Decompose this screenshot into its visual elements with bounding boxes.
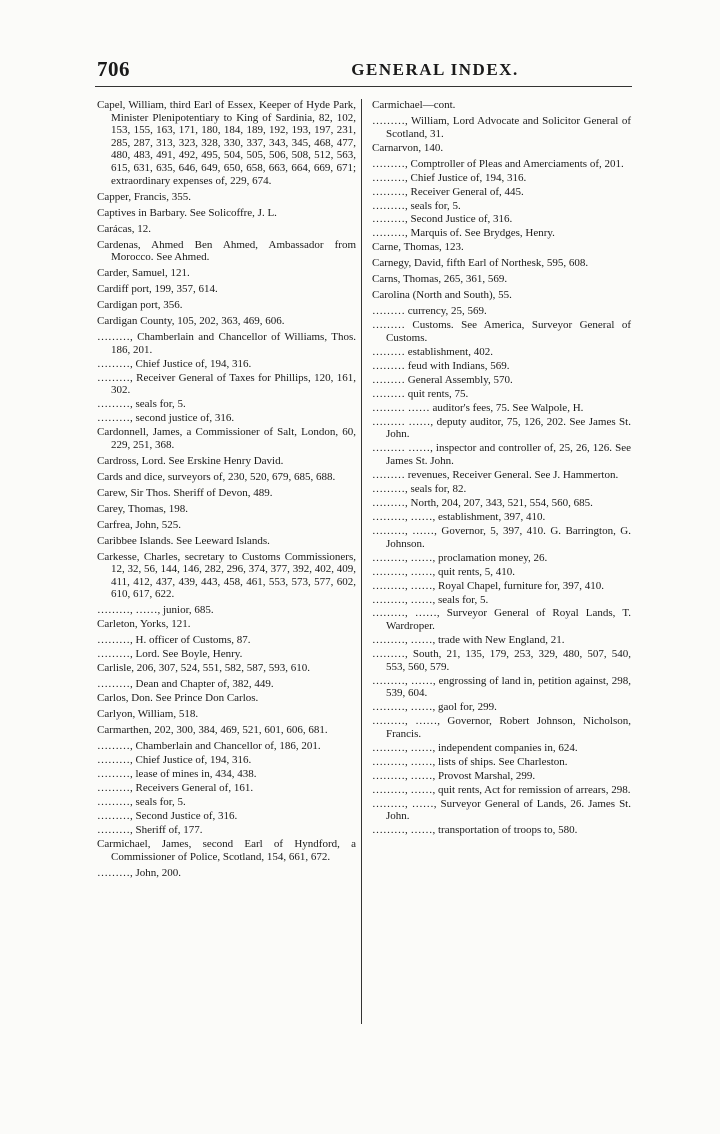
index-subentry: ………, ……, establishment, 397, 410.	[372, 510, 546, 523]
index-subentry: ……… establishment, 402.	[372, 345, 493, 358]
index-subentry: ………, Second Justice of, 316.	[372, 213, 513, 226]
index-entry: Cardenas, Ahmed Ben Ahmed, Ambassador from Morocco. See Ahmed.	[97, 238, 356, 264]
index-subentry: ………, ……, seals for, 5.	[372, 593, 489, 606]
index-entry: Carfrea, John, 525.	[97, 518, 182, 531]
index-subentry: ……… ……, inspector and controller of, 25, 26, 126. See James St. John.	[372, 442, 631, 468]
index-entry: Carder, Samuel, 121.	[97, 267, 190, 280]
index-entry: Carne, Thomas, 123.	[372, 241, 464, 254]
index-subentry: ……… …… auditor's fees, 75. See Walpole, H.	[372, 401, 584, 414]
index-subentry: ………, seals for, 5.	[372, 199, 461, 212]
index-subentry: ………, Lord. See Boyle, Henry.	[97, 648, 243, 661]
page-title: GENERAL INDEX.	[351, 60, 519, 79]
index-subentry: ………, Receiver General of Taxes for Phillips, 120, 161, 302.	[97, 371, 356, 397]
index-subentry: ……… General Assembly, 570.	[372, 373, 513, 386]
index-entry: Cardigan port, 356.	[97, 299, 183, 312]
index-subentry: ………, North, 204, 207, 343, 521, 554, 560, 685.	[372, 497, 593, 509]
index-subentry: ………, ……, gaol for, 299.	[372, 701, 497, 714]
index-entry: Carlisle, 206, 307, 524, 551, 582, 587, 593, 610.	[97, 662, 310, 675]
index-subentry: ………, Chief Justice of, 194, 316.	[97, 357, 252, 370]
index-subentry: ………, ……, Governor, 5, 397, 410. G. Barrington, G. Johnson.	[372, 524, 631, 550]
index-subentry: ………, South, 21, 135, 179, 253, 329, 480, 507, 540, 553, 560, 579.	[372, 648, 631, 673]
header-rule	[95, 86, 632, 87]
index-entry: Carnarvon, 140.	[372, 141, 444, 154]
index-subentry: ………, ……, transportation of troops to, 580.	[372, 824, 578, 837]
index-subentry: ………, ……, trade with New England, 21.	[372, 634, 565, 647]
index-subentry: ………, ……, Governor, Robert Johnson, Nicholson, Francis.	[372, 715, 631, 740]
index-entry: Carey, Thomas, 198.	[97, 502, 189, 515]
index-entry: Cardigan County, 105, 202, 363, 469, 606.	[97, 315, 285, 328]
index-subentry: ………, Dean and Chapter of, 382, 449.	[97, 678, 274, 691]
index-subentry: ………, William, Lord Advocate and Solicitor General of Scotland, 31.	[372, 114, 631, 140]
index-entry: Carns, Thomas, 265, 361, 569.	[372, 273, 508, 286]
index-entry: Carew, Sir Thos. Sheriff of Devon, 489.	[97, 486, 273, 499]
column-divider	[361, 99, 362, 1024]
index-subentry: ………, H. officer of Customs, 87.	[97, 634, 251, 647]
index-subentry: ………, Chamberlain and Chancellor of, 186, 201.	[97, 740, 321, 753]
index-subentry: ………, ……, Surveyor General of Royal Lands, T. Wardroper.	[372, 607, 631, 633]
index-subentry: ………, ……, Royal Chapel, furniture for, 397, 410.	[372, 579, 605, 592]
index-entry: Carmichael, James, second Earl of Hyndford, a Commissioner of Police, Scotland, 154, 661, 672.	[97, 838, 356, 863]
index-subentry: ………, Marquis of. See Brydges, Henry.	[372, 227, 555, 240]
index-subentry: ……… quit rents, 75.	[372, 387, 469, 400]
index-subentry: ………, Chief Justice of, 194, 316.	[372, 171, 527, 184]
index-subentry: ………, Comptroller of Pleas and Amerciaments of, 201.	[372, 157, 624, 170]
index-subentry: ………, Chief Justice of, 194, 316.	[97, 754, 252, 767]
index-subentry: ………, ……, Provost Marshal, 299.	[372, 769, 536, 782]
index-entry: Carnegy, David, fifth Earl of Northesk, 595, 608.	[372, 257, 589, 270]
index-entry: Cardonnell, James, a Commissioner of Salt, London, 60, 229, 251, 368.	[97, 426, 356, 451]
index-subentry: ……… feud with Indians, 569.	[372, 359, 510, 372]
index-column-left	[97, 99, 356, 881]
index-subentry: ………, ……, Surveyor General of Lands, 26. James St. John.	[372, 797, 631, 823]
index-entry: Carkesse, Charles, secretary to Customs Commissioners, 12, 32, 56, 144, 146, 282, 296, 374, 377, 392, 402, 409, 411, 412, 437, 439, 443, 458, 461, 553, 573, 577, 602, 610, 617, 622.	[97, 550, 356, 601]
index-subentry: ………, Sheriff of, 177.	[97, 824, 203, 837]
index-subentry: ………, second justice of, 316.	[97, 412, 235, 425]
index-subentry: ………, seals for, 5.	[97, 796, 186, 809]
index-entry: Carmichael—cont.	[372, 99, 456, 111]
index-entry: Cards and dice, surveyors of, 230, 520, 679, 685, 688.	[97, 470, 336, 483]
index-subentry: ………, ……, junior, 685.	[97, 604, 214, 617]
index-entry: Capel, William, third Earl of Essex, Keeper of Hyde Park, Minister Plenipotentiary to King of Sardinia, 82, 102, 153, 155, 163, 171, 180, 184, 189, 192, 193, 197, 231, 285, 287, 313, 323, 328, 330, 337, 343, 345, 468, 477, 480, 483, 491, 492, 495, 504, 505, 506, 508, 512, 563, 615, 631, 635, 646, 649, 650, 658, 663, 664, 669, 671; extraordinary expenses of, 229, 674.	[97, 99, 356, 187]
index-subentry: ………, seals for, 82.	[372, 483, 467, 496]
index-entry: Carolina (North and South), 55.	[372, 289, 512, 302]
index-subentry: ………, John, 200.	[97, 866, 182, 879]
index-subentry: ………, ……, quit rents, 5, 410.	[372, 565, 515, 578]
index-subentry: ……… revenues, Receiver General. See J. Hammerton.	[372, 469, 619, 482]
index-entry: Captives in Barbary. See Solicoffre, J. L.	[97, 206, 277, 219]
index-subentry: ………, seals for, 5.	[97, 398, 186, 411]
index-entry: Carmarthen, 202, 300, 384, 469, 521, 601, 606, 681.	[97, 724, 328, 737]
index-subentry: ……… Customs. See America, Surveyor General of Customs.	[372, 319, 631, 344]
index-subentry: ………, ……, proclamation money, 26.	[372, 551, 548, 564]
index-subentry: ……… ……, deputy auditor, 75, 126, 202. See James St. John.	[372, 415, 631, 441]
index-subentry: ………, Receiver General of, 445.	[372, 185, 524, 198]
index-subentry: ………, Second Justice of, 316.	[97, 810, 238, 823]
index-entry: Carlyon, William, 518.	[97, 708, 199, 721]
index-subentry: ………, ……, quit rents, Act for remission of arrears, 298.	[372, 783, 631, 796]
index-subentry: ………, lease of mines in, 434, 438.	[97, 768, 257, 781]
index-entry: Carleton, Yorks, 121.	[97, 618, 191, 631]
index-subentry: ……… currency, 25, 569.	[372, 305, 487, 318]
index-entry: Carácas, 12.	[97, 222, 152, 235]
index-column-right	[372, 99, 631, 838]
page-number: 706	[97, 57, 130, 81]
index-subentry: ………, Receivers General of, 161.	[97, 782, 254, 795]
index-subentry: ………, ……, independent companies in, 624.	[372, 741, 578, 754]
index-entry: Caribbee Islands. See Leeward Islands.	[97, 534, 270, 547]
index-entry: Carlos, Don. See Prince Don Carlos.	[97, 692, 259, 705]
index-entry: Capper, Francis, 355.	[97, 190, 191, 203]
index-subentry: ………, ……, engrossing of land in, petition against, 298, 539, 604.	[372, 674, 631, 700]
index-subentry: ………, ……, lists of ships. See Charleston.	[372, 755, 568, 768]
index-entry: Cardiff port, 199, 357, 614.	[97, 283, 218, 296]
index-entry: Cardross, Lord. See Erskine Henry David.	[97, 454, 284, 467]
index-subentry: ………, Chamberlain and Chancellor of Williams, Thos. 186, 201.	[97, 331, 356, 356]
